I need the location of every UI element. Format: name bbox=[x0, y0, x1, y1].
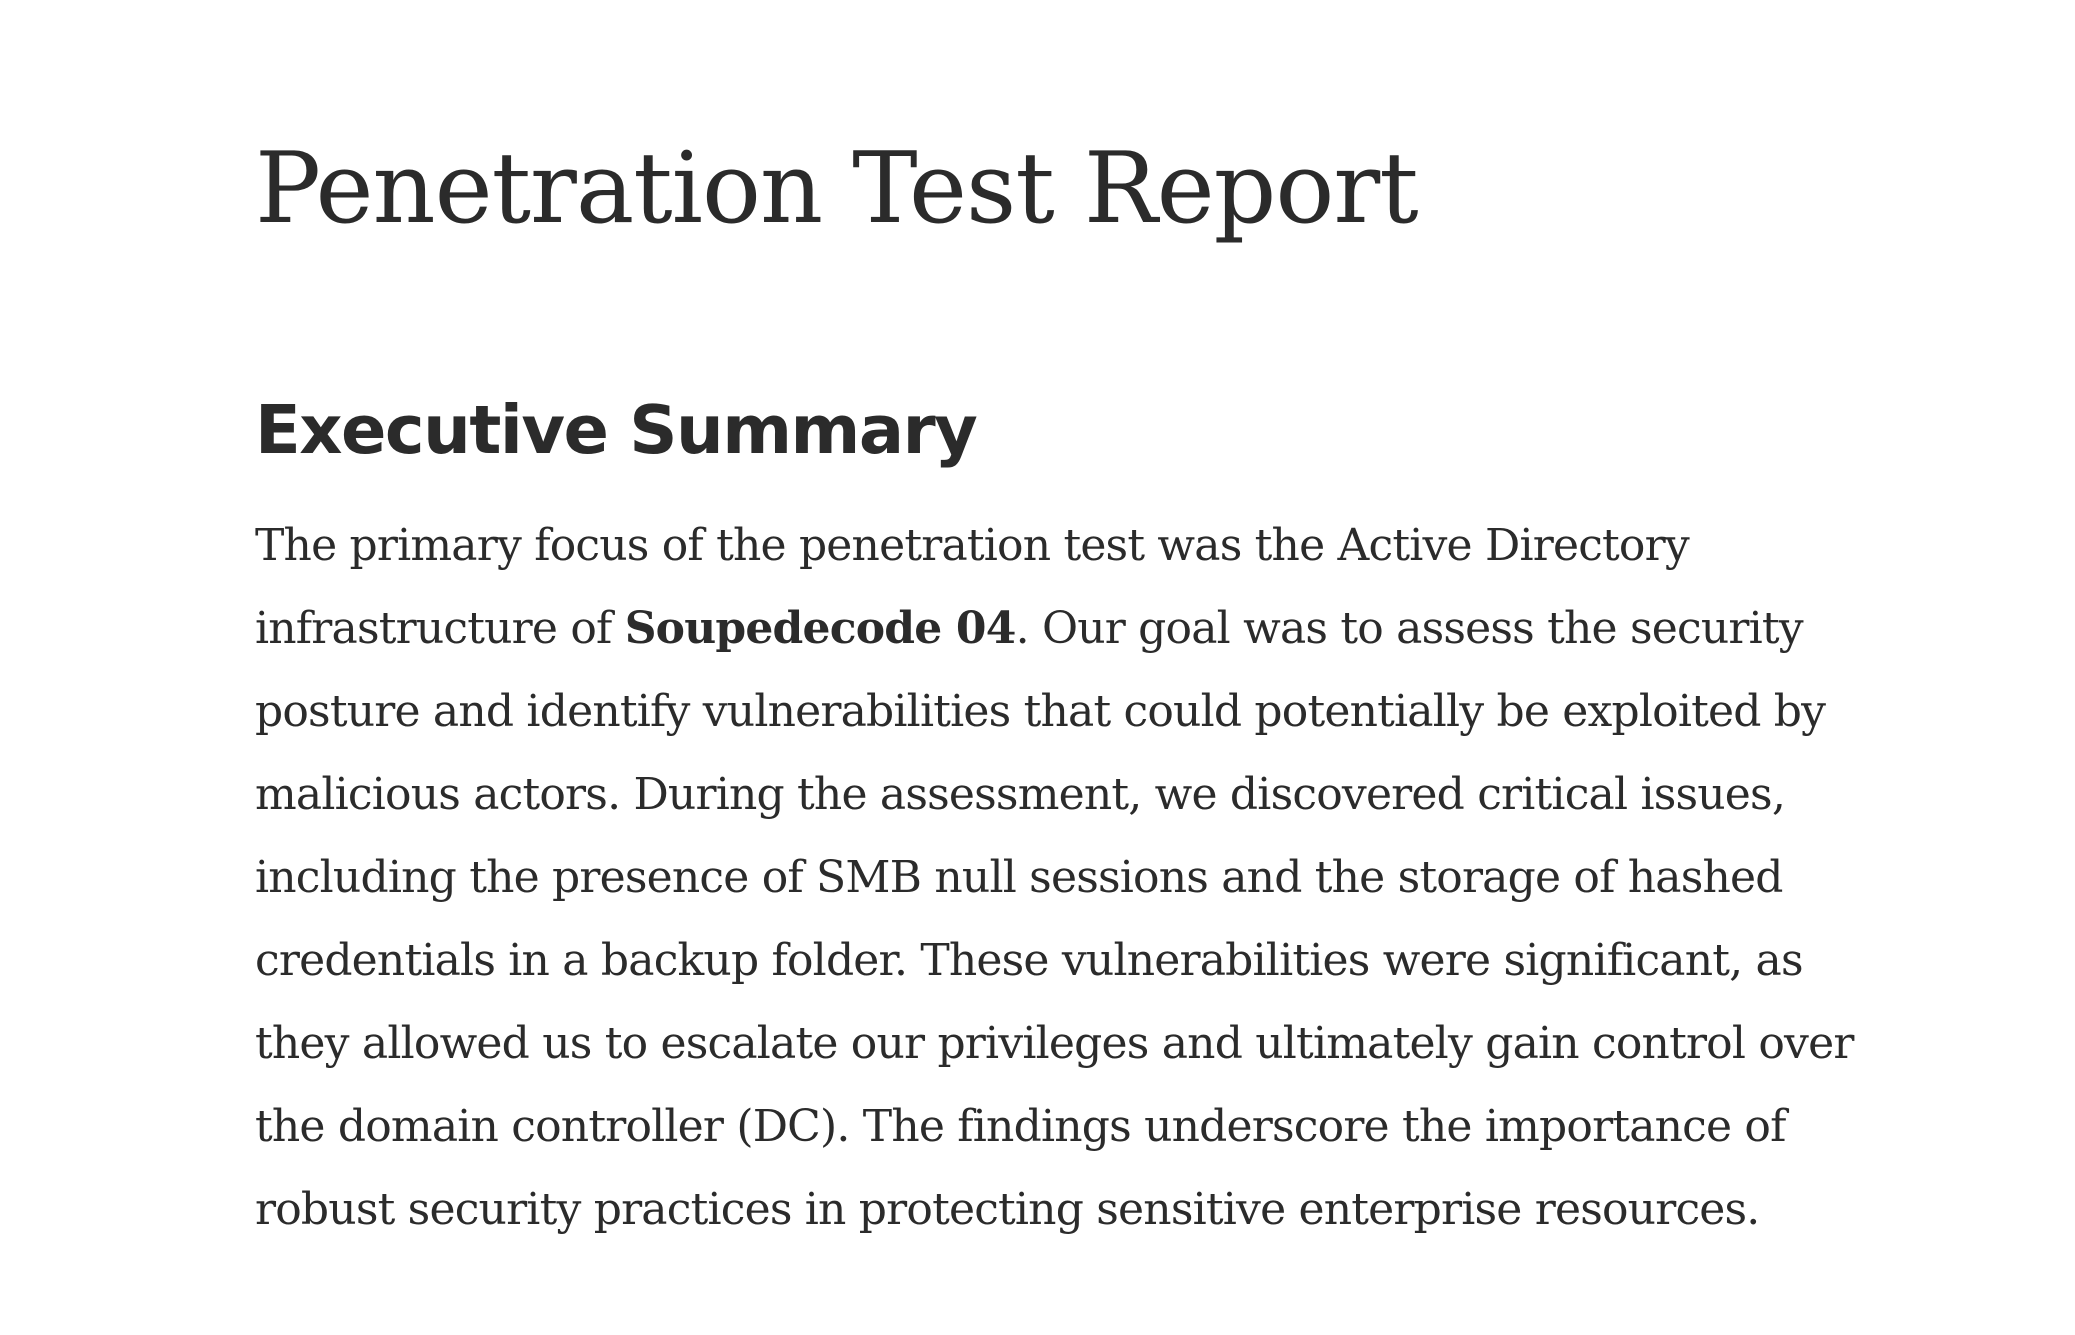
paragraph-line: robust security practices in protecting sensitive enterprise resources. bbox=[255, 1184, 1760, 1235]
paragraph-text: infrastructure of bbox=[255, 603, 625, 654]
executive-summary-paragraph bbox=[255, 504, 2015, 1251]
paragraph-line: malicious actors. During the assessment, we discovered critical issues, bbox=[255, 769, 1786, 820]
paragraph-line bbox=[255, 587, 2015, 670]
paragraph-line: The primary focus of the penetration test was the Active Directory bbox=[255, 520, 1689, 571]
paragraph-line: they allowed us to escalate our privileges and ultimately gain control over bbox=[255, 1018, 1854, 1069]
paragraph-text: . Our goal was to assess the security bbox=[1015, 603, 1803, 654]
paragraph-line: credentials in a backup folder. These vulnerabilities were significant, as bbox=[255, 935, 1803, 986]
paragraph-line: posture and identify vulnerabilities that could potentially be exploited by bbox=[255, 686, 1826, 737]
paragraph-line: the domain controller (DC). The findings underscore the importance of bbox=[255, 1101, 1786, 1152]
paragraph-line: including the presence of SMB null sessions and the storage of hashed bbox=[255, 852, 1783, 903]
section-heading-executive-summary: Executive Summary bbox=[255, 391, 977, 469]
target-name-bold: Soupedecode 04 bbox=[624, 603, 1016, 654]
page-title: Penetration Test Report bbox=[255, 132, 1418, 246]
